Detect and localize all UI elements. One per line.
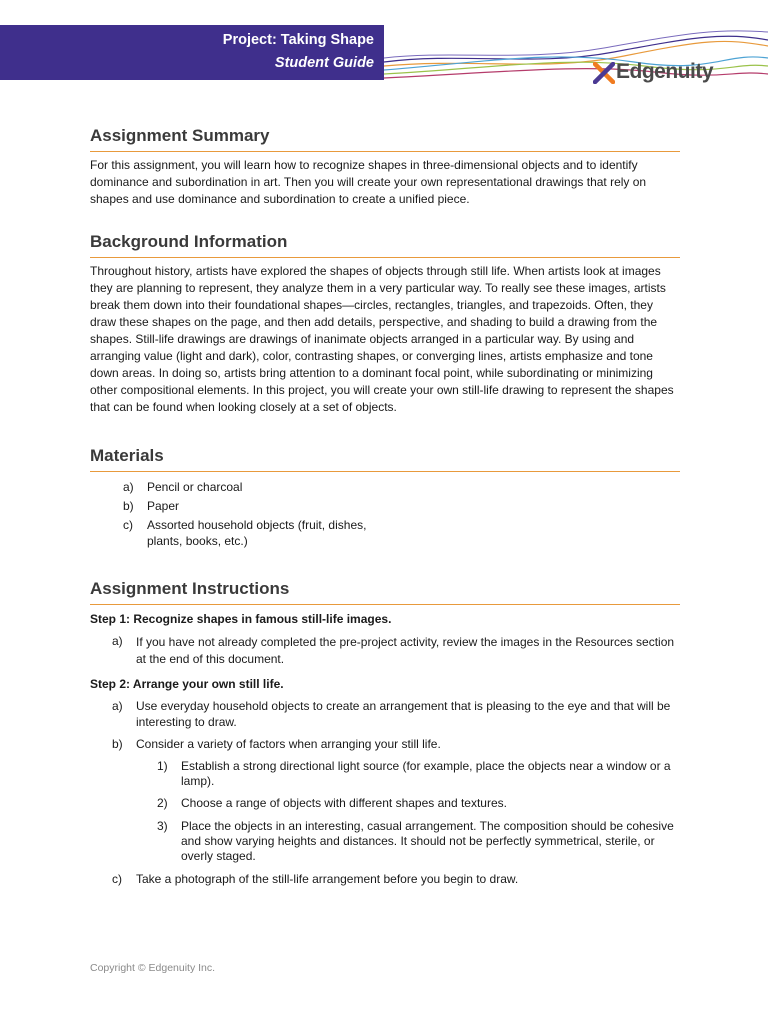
list-marker: c): [123, 518, 133, 532]
project-title: Project: Taking Shape: [222, 32, 374, 48]
materials-list: [123, 479, 383, 552]
copyright-notice: Copyright © Edgenuity Inc.: [90, 962, 216, 974]
logo-wordmark: Edgenuity: [616, 60, 714, 83]
list-item-text: Consider a variety of factors when arranging your still life.: [136, 737, 441, 751]
step-2-item-b-2: [157, 796, 682, 811]
list-marker: 3): [157, 819, 168, 833]
step-2-item-b-1: [157, 759, 682, 789]
background-information-text: Throughout history, artists have explored the shapes of objects through still life. When artists look at images they are planning to represent, they analyze them in a very particular way. To really see these images, artists break them down into their foundational shapes—circles, rectangles, triangles, and trapezoids. Often, they draw these shapes on the page, and then add details, perspective, and shading to build a drawing from the shapes. Still-life drawings are drawings of inanimate objects arranged in a particular way. By using and arranging value (light and dark), color, contrasting shapes, or converging lines, artists emphasize and tone down areas. In doing so, artists bring attention to a dominant focal point, while subordinating or minimizing other compositional elements. In this project, you will create your own still-life drawing to represent the shapes that can be found when looking closely at a set of objects.: [90, 264, 674, 414]
assignment-summary-heading: Assignment Summary: [90, 126, 680, 152]
step-2-label: Step 2: Arrange your own still life.: [90, 677, 284, 691]
list-item-text: Pencil or charcoal: [147, 480, 243, 494]
step-2-item-a: [112, 699, 682, 730]
background-information-heading: Background Information: [90, 232, 680, 258]
list-item-text: Use everyday household objects to create an arrangement that is pleasing to the eye and that will be interesting to draw.: [136, 699, 671, 729]
assignment-summary-text: For this assignment, you will learn how to recognize shapes in three-dimensional objects and to identify dominance and subordination in art. Then you will create your own representational drawings that rely on shapes and use dominance and subordination to create a unified piece.: [90, 158, 647, 206]
step-2-item-b-3: [157, 819, 682, 864]
step-1-label: Step 1: Recognize shapes in famous still-life images.: [90, 612, 392, 626]
list-marker: c): [112, 872, 122, 886]
list-item: [123, 479, 383, 495]
materials-heading: Materials: [90, 446, 680, 472]
list-marker: b): [123, 499, 134, 513]
list-marker: a): [123, 480, 134, 494]
document-subtitle: Student Guide: [274, 55, 374, 71]
list-marker: b): [112, 737, 123, 751]
list-item-text: Paper: [147, 499, 180, 513]
header-banner: [0, 25, 384, 80]
logo-x-icon: [593, 62, 615, 84]
list-item: [123, 517, 383, 549]
list-item-text: If you have not already completed the pre-project activity, review the images in the Resources section at the end of this document.: [136, 635, 675, 666]
list-item-text: Take a photograph of the still-life arrangement before you begin to draw.: [136, 872, 519, 886]
step-1-item-a: [112, 634, 682, 668]
list-marker: 2): [157, 796, 168, 810]
list-marker: 1): [157, 759, 168, 773]
list-item: [123, 498, 383, 514]
list-item-text: Choose a range of objects with different shapes and textures.: [181, 796, 507, 810]
list-item-text: Assorted household objects (fruit, dishes, plants, books, etc.): [147, 518, 367, 548]
step-2-item-b: [112, 737, 682, 753]
list-item-text: Place the objects in an interesting, casual arrangement. The composition should be cohesive and show varying heights and distances. It should not be perfectly symmetrical, sterile, or overly staged.: [181, 819, 674, 863]
list-marker: a): [112, 699, 123, 713]
list-marker: a): [112, 634, 123, 648]
assignment-instructions-heading: Assignment Instructions: [90, 579, 680, 605]
step-2-item-c: [112, 872, 682, 888]
list-item-text: Establish a strong directional light source (for example, place the objects near a window or a lamp).: [181, 759, 671, 788]
